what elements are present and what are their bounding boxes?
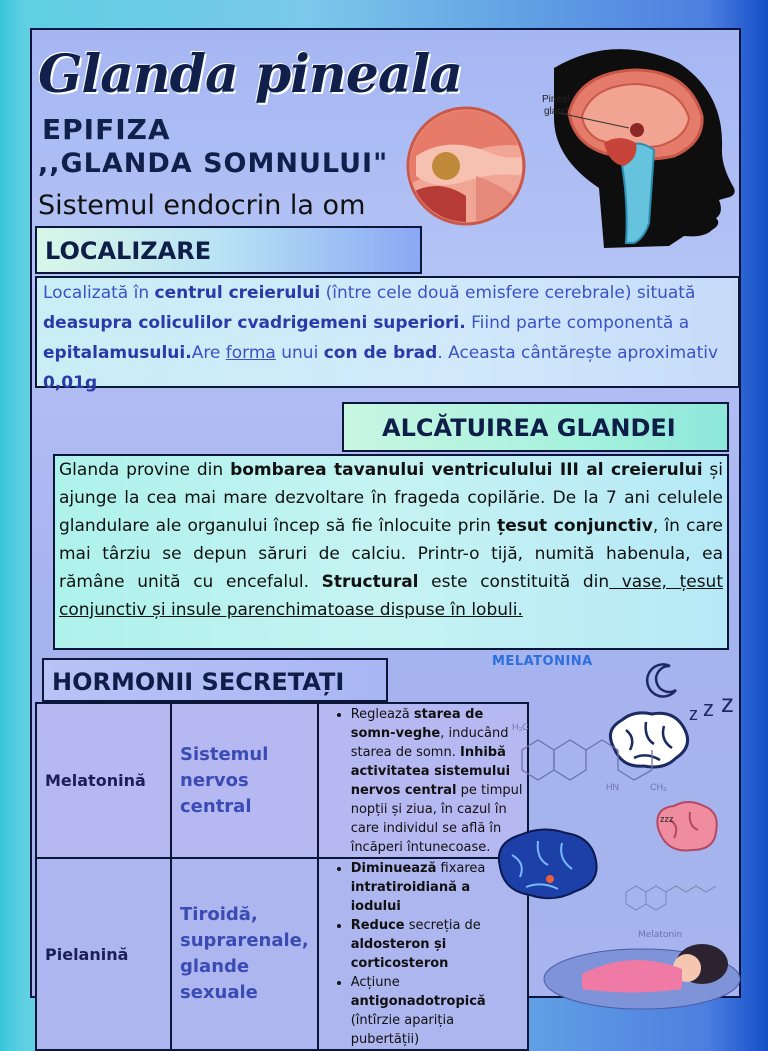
underlined-span: vase, țesut conjunctiv și insule parenchimatoase dispuse în lobuli.	[59, 572, 723, 620]
localizare-heading	[35, 226, 422, 274]
text-span: Glanda provine din	[59, 460, 231, 480]
blue-brain-illustration	[492, 825, 602, 905]
bold-span: aldosteron și corticosteron	[350, 937, 449, 971]
svg-text:gland: gland	[544, 106, 569, 117]
hormoni-heading	[42, 658, 388, 702]
pink-brain-illustration	[652, 798, 722, 858]
text-span: unui	[275, 343, 324, 363]
text-span: este constituită din	[418, 572, 610, 592]
svg-text:z: z	[689, 704, 698, 724]
bold-span: Reduce	[350, 918, 405, 933]
effect-item	[351, 973, 523, 1049]
melatonina-label: MELATONINA	[492, 654, 593, 669]
subtitle-epifiza: EPIFIZA	[42, 113, 171, 146]
hormone-target: Tiroidă, suprarenale, glande sexuale	[171, 858, 318, 1050]
moon-icon	[642, 660, 682, 700]
bold-span: antigonadotropică	[350, 994, 486, 1009]
svg-text:H₃C: H₃C	[512, 722, 529, 732]
bold-span: deasupra coliculilor cvadrigemeni superiori.	[43, 313, 466, 333]
svg-text:Pineal: Pineal	[542, 94, 570, 105]
text-span: Acțiune	[350, 975, 400, 990]
bold-span: con de brad	[323, 343, 438, 363]
localizare-text	[35, 276, 740, 393]
bold-span: epitalamusului.	[43, 343, 192, 363]
text-span: (între cele două emisfere cerebrale) situată	[320, 283, 696, 303]
hormone-target: Sistemul nervos central	[171, 703, 318, 858]
hormones-table	[35, 702, 529, 1051]
text-span: Localizată în	[43, 283, 155, 303]
svg-text:z: z	[721, 688, 734, 718]
subtitle-glanda-somnului: ,,GLANDA SOMNULUI"	[38, 148, 389, 179]
subtitle-sistem-endocrin: Sistemul endocrin la om	[38, 190, 366, 221]
bold-span: bombarea tavanului ventriculului III al creierului	[230, 460, 703, 480]
bold-span: centrul creierului	[154, 283, 321, 303]
page-title: Glanda pineala	[38, 44, 462, 105]
zzz-icon	[687, 690, 743, 726]
bold-span: țesut conjunctiv	[497, 516, 653, 536]
zoom-circle-illustration	[406, 106, 526, 226]
sleeping-person-illustration	[542, 934, 747, 1004]
text-span: Are	[191, 343, 226, 363]
text-span: secreția de	[404, 918, 481, 933]
svg-text:z: z	[703, 696, 714, 721]
svg-text:zzz: zzz	[660, 814, 674, 824]
hormone-name: Melatonină	[36, 703, 171, 858]
text-span: și ajunge la cea mai mare dezvoltare în frageda copilărie. De la 7 ani celulele glandulare ale organului încep să fie înlocuite prin	[59, 460, 724, 536]
melatonin-structure-icon	[620, 868, 730, 938]
text-span: Reglează	[350, 706, 414, 722]
table-row	[36, 858, 528, 1050]
svg-text:CH₃: CH₃	[650, 782, 667, 792]
text-span: fixarea	[436, 861, 486, 876]
svg-text:HN: HN	[606, 782, 619, 792]
text-span: (întîrzie apariția pubertății)	[350, 1013, 455, 1047]
bold-span: Diminuează	[350, 861, 437, 876]
molecule-caption: Melatonin	[638, 930, 683, 940]
alcatuire-heading-text: ALCĂTUIREA GLANDEI	[382, 414, 676, 442]
text-span: , în care mai târziu se depun săruri de calciu. Printr-o tijă, numită habenula, ea rămâne unită cu encefalul.	[59, 516, 723, 592]
hormoni-heading-text: HORMONII SECRETAȚI	[52, 668, 345, 696]
bold-span: 0,01g	[43, 373, 98, 393]
bold-span: Structural	[321, 572, 419, 592]
underlined-span: forma	[225, 343, 276, 363]
alcatuire-heading	[342, 402, 729, 452]
text-span: Fiind parte componentă a	[465, 313, 690, 333]
bold-span: starea de somn-veghe	[350, 706, 484, 741]
table-row	[36, 703, 528, 858]
text-span: pe timpul nopții și ziua, în cazul în care individul se află în încăperi întunecoase.	[350, 782, 523, 855]
text-span: . Aceasta cântărește aproximativ	[437, 343, 719, 363]
text-span: , inducând starea de somn.	[350, 725, 509, 760]
alcatuire-text	[53, 454, 729, 650]
bold-span: Inhibă activitatea sistemului nervos central	[350, 744, 511, 798]
hormone-name: Pielanină	[36, 858, 171, 1050]
localizare-heading-text: LOCALIZARE	[45, 237, 212, 265]
infographic-page	[30, 28, 741, 1047]
effect-item	[351, 916, 523, 973]
bold-span: intratiroidiană a iodului	[350, 880, 471, 914]
